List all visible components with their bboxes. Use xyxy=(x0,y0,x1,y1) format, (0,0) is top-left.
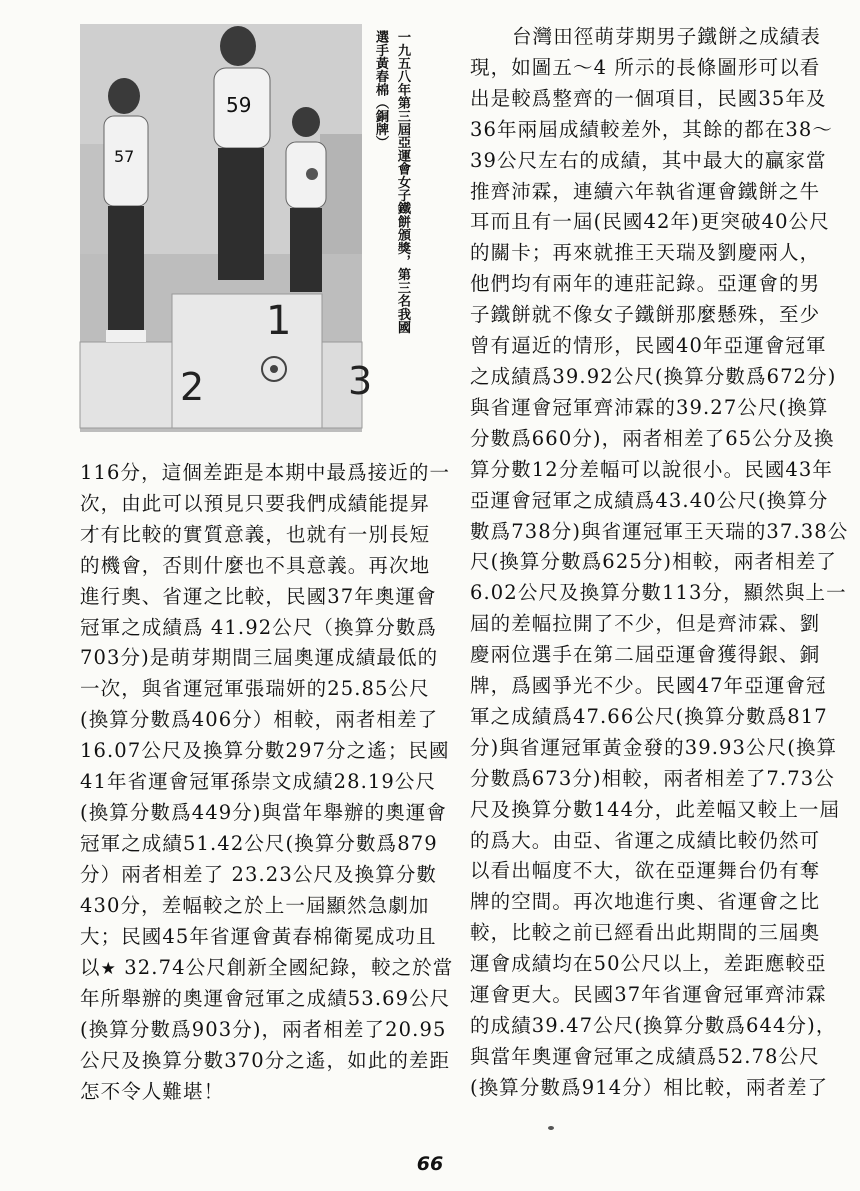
text-line: 年所舉辦的奧運會冠軍之成績53.69公尺 xyxy=(80,987,451,1011)
text-line: 36年兩屆成績較差外，其餘的都在38～ xyxy=(470,117,834,141)
text-line: 算分數12分差幅可以說很小。民國43年 xyxy=(470,457,834,481)
text-line: 次，由此可以預見只要我們成績能提昇 xyxy=(80,491,431,515)
text-line-star xyxy=(80,953,454,985)
text-line: 屆的差幅拉開了不少，但是齊沛霖、劉 xyxy=(470,612,821,636)
podium-number-1: 1 xyxy=(266,298,292,344)
text-line: 出是較爲整齊的一個項目，民國35年及 xyxy=(470,86,827,110)
star-prefix: 以 xyxy=(80,955,101,979)
text-line: 一次，與省運冠軍張瑞妍的25.85公尺 xyxy=(80,677,430,701)
text-line: 的機會，否則什麼也不具意義。再次地 xyxy=(80,553,431,577)
text-line: 之成績爲39.92公尺(換算分數爲672分) xyxy=(470,364,837,388)
text-line: 尺(換算分數爲625分)相較，兩者相差了 xyxy=(470,550,837,574)
text-line: 703分)是萌芽期間三屆奧運成績最低的 xyxy=(80,646,439,670)
text-line: 牌的空間。再次地進行奧、省運會之比 xyxy=(470,890,821,914)
photo-caption xyxy=(364,30,412,430)
text-line: 冠軍之成績爲 41.92公尺（換算分數爲 xyxy=(80,615,438,639)
caption-line-2: 選手黃春棉（銅牌） xyxy=(373,30,388,149)
text-line: 推齊沛霖，連續六年執省運會鐵餅之牛 xyxy=(470,179,821,203)
text-line: 進行奧、省運之比較，民國37年奧運會 xyxy=(80,584,437,608)
text-line: 子鐵餅就不像女子鐵餅那麼懸殊，至少 xyxy=(470,303,821,327)
caption-line-1: 一九五八年第三屆亞運會女子鐵餅頒獎，第三名我國 xyxy=(395,30,410,334)
text-line: 6.02公尺及換算分數113分，顯然與上一 xyxy=(470,581,847,605)
print-speck xyxy=(548,1126,554,1130)
text-line: 分數爲673分)相較，兩者相差了7.73公 xyxy=(470,766,835,790)
text-line: 慶兩位選手在第二屆亞運會獲得銀、銅 xyxy=(470,643,821,667)
text-line: 的爲大。由亞、省運之成績比較仍然可 xyxy=(470,828,821,852)
text-line: 怎不令人難堪！ xyxy=(80,1080,225,1104)
text-line: 39公尺左右的成績，其中最大的贏家當 xyxy=(470,148,827,172)
text-line: 運會成績均在50公尺以上，差距應較亞 xyxy=(470,952,827,976)
text-line: 分數爲660分)，兩者相差了65公分及換 xyxy=(470,426,835,450)
text-line: 運會更大。民國37年省運會冠軍齊沛霖 xyxy=(470,983,827,1007)
text-line: 曾有逼近的情形，民國40年亞運會冠軍 xyxy=(470,334,827,358)
star-suffix: 32.74公尺創新全國紀錄，較之於當 xyxy=(116,955,454,979)
text-line: 公尺及換算分數370分之遙，如此的差距 xyxy=(80,1049,451,1073)
text-line: 亞運會冠軍之成績爲43.40公尺(換算分 xyxy=(470,488,829,512)
text-line: 數爲738分)與省運冠軍王天瑞的37.38公 xyxy=(470,519,849,543)
text-line: (換算分數爲914分）相比較，兩者差了 xyxy=(470,1075,829,1099)
bib-57: 57 xyxy=(114,147,135,166)
text-line: 41年省運會冠軍孫崇文成績28.19公尺 xyxy=(80,770,437,794)
text-line: 430分，差幅較之於上一屆顯然急劇加 xyxy=(80,893,430,917)
text-line: 大；民國45年省運會黃春棉衛冕成功且 xyxy=(80,924,437,948)
star-icon: ★ xyxy=(100,958,117,979)
text-line: 軍之成績爲47.66公尺(換算分數爲817 xyxy=(470,704,828,728)
text-line: 與當年奧運會冠軍之成績爲52.78公尺 xyxy=(470,1044,820,1068)
podium-photo xyxy=(80,24,373,432)
text-line: (換算分數爲449分)與當年舉辦的奧運會 xyxy=(80,800,447,824)
text-line: 耳而且有一屆(民國42年)更突破40公尺 xyxy=(470,210,830,234)
text-line: 116分，這個差距是本期中最爲接近的一 xyxy=(80,461,451,484)
left-text-column xyxy=(80,458,454,1108)
text-line: 的成績39.47公尺(換算分數爲644分)， xyxy=(470,1014,837,1037)
text-line: 分）兩者相差了 23.23公尺及換算分數 xyxy=(80,862,438,886)
page-number: 66 xyxy=(416,1153,444,1175)
podium-number-3: 3 xyxy=(348,359,373,403)
text-line: 尺及換算分數144分，此差幅又較上一屆 xyxy=(470,797,841,821)
text-line: 較，比較之前已經看出此期間的三屆奧 xyxy=(470,921,821,945)
text-line: 的關卡；再來就推王天瑞及劉慶兩人， xyxy=(470,241,821,265)
right-text-column xyxy=(470,22,849,1104)
podium-number-2: 2 xyxy=(180,365,205,409)
text-line: 與省運會冠軍齊沛霖的39.27公尺(換算 xyxy=(470,395,829,419)
text-line: 分)與省運冠軍黃金發的39.93公尺(換算 xyxy=(470,735,838,759)
text-line: 才有比較的實質意義，也就有一別長短 xyxy=(80,522,431,546)
paragraph-first-line: 台灣田徑萌芽期男子鐵餅之成績表 xyxy=(512,25,822,48)
bib-59: 59 xyxy=(226,93,252,117)
text-line: 16.07公尺及換算分數297分之遙；民國 xyxy=(80,739,450,763)
text-line: 冠軍之成績51.42公尺(換算分數爲879 xyxy=(80,831,438,855)
text-line: 現，如圖五～4 所示的長條圖形可以看 xyxy=(470,55,821,79)
text-line: (換算分數爲903分)，兩者相差了20.95 xyxy=(80,1018,447,1042)
text-line: 他們均有兩年的連莊記錄。亞運會的男 xyxy=(470,272,821,296)
text-line: (換算分數爲406分）相較，兩者相差了 xyxy=(80,708,439,732)
podium-photo-drawing xyxy=(80,24,373,432)
text-line: 以看出幅度不大，欲在亞運舞台仍有奪 xyxy=(470,859,821,883)
text-line: 牌，爲國爭光不少。民國47年亞運會冠 xyxy=(470,674,827,698)
